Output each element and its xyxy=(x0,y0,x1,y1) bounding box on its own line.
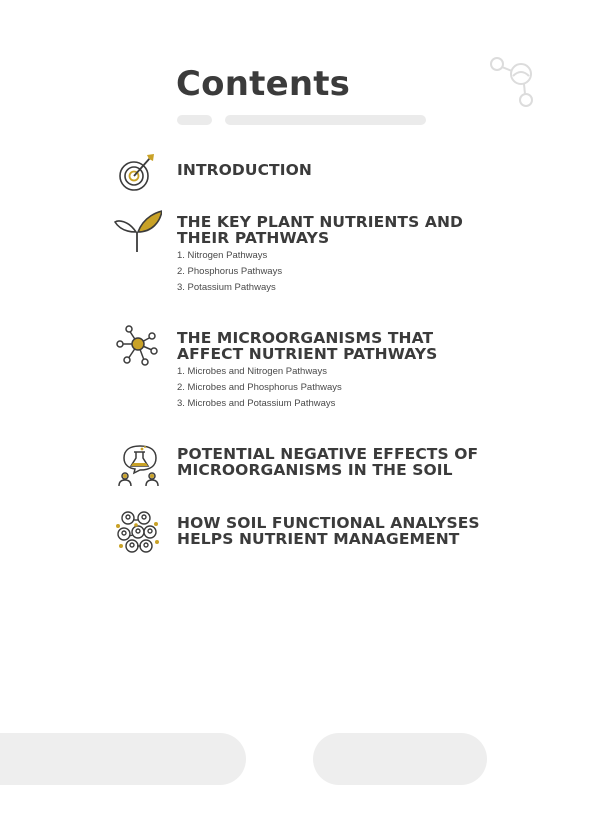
section-heading: POTENTIAL NEGATIVE EFFECTS OF MICROORGANISMS IN THE SOIL xyxy=(177,445,479,479)
list-item[interactable]: 1. Microbes and Nitrogen Pathways xyxy=(177,366,327,377)
lab-discussion-icon xyxy=(114,440,162,488)
list-item[interactable]: 2. Microbes and Phosphorus Pathways xyxy=(177,382,342,393)
title-underline-short xyxy=(177,115,212,125)
list-item[interactable]: 3. Microbes and Potassium Pathways xyxy=(177,398,336,409)
subsection-list xyxy=(177,364,342,412)
list-item[interactable]: 2. Phosphorus Pathways xyxy=(177,266,283,277)
section-heading: THE MICROORGANISMS THAT AFFECT NUTRIENT PATHWAYS xyxy=(177,329,438,363)
footer-pill-left xyxy=(0,733,246,785)
molecule-icon xyxy=(114,324,162,372)
section-heading: INTRODUCTION xyxy=(177,161,312,179)
target-icon xyxy=(114,150,162,198)
section-heading: HOW SOIL FUNCTIONAL ANALYSES HELPS NUTRIENT MANAGEMENT xyxy=(177,514,480,548)
network-people-icon xyxy=(114,508,162,556)
title-underline-long xyxy=(225,115,426,125)
footer-pill-right xyxy=(313,733,487,785)
section-heading: THE KEY PLANT NUTRIENTS AND THEIR PATHWAYS xyxy=(177,213,463,247)
page-title: Contents xyxy=(176,64,351,104)
sprout-icon xyxy=(114,208,162,256)
molecule-decoration-icon xyxy=(484,54,540,110)
list-item[interactable]: 1. Nitrogen Pathways xyxy=(177,250,268,261)
subsection-list xyxy=(177,248,282,296)
list-item[interactable]: 3. Potassium Pathways xyxy=(177,282,276,293)
